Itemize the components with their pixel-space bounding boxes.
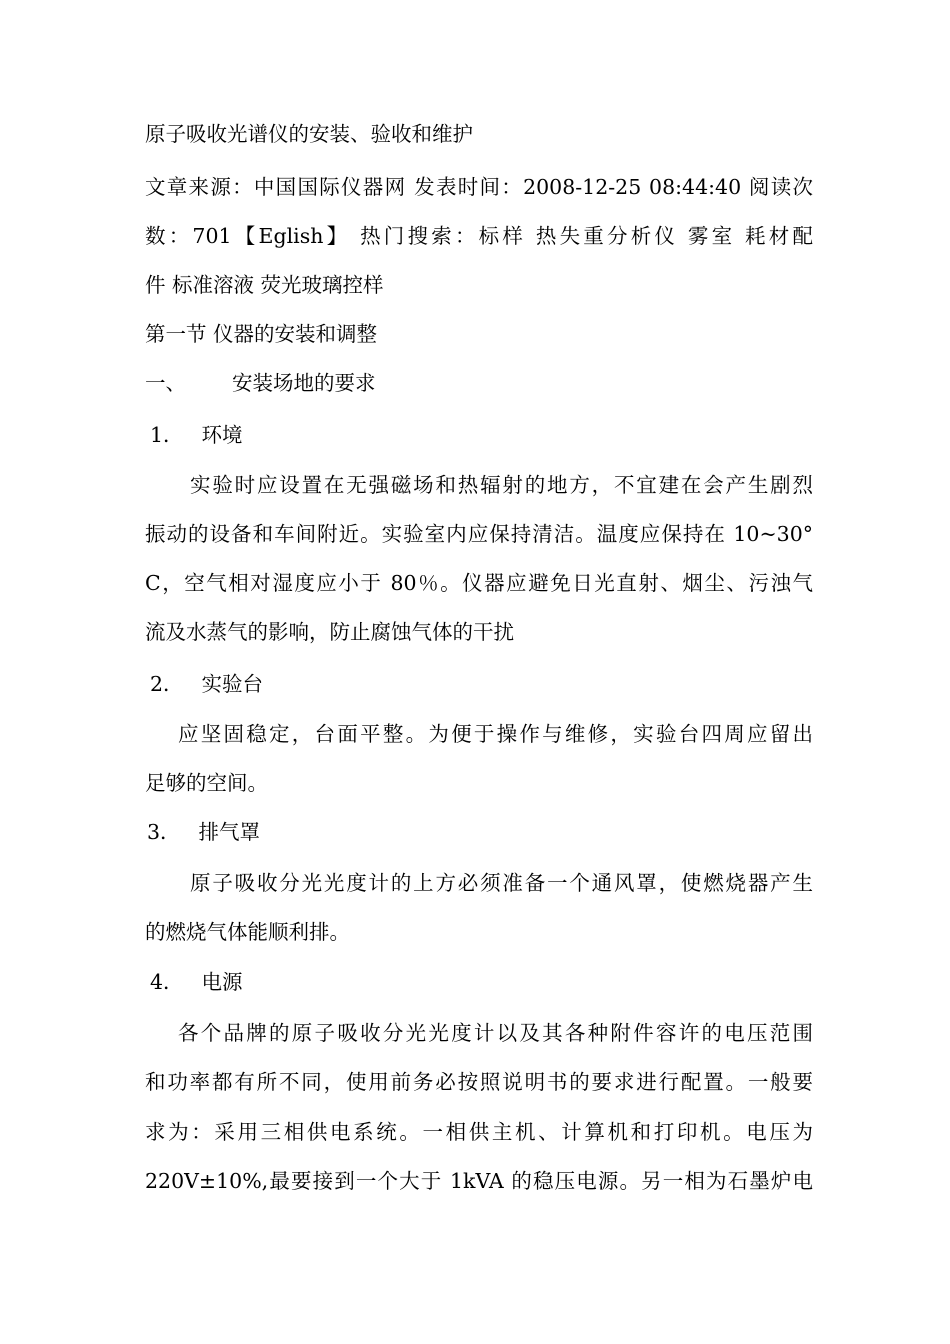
item-number: 2． (150, 672, 184, 696)
paragraph-line: 应坚固稳定，台面平整。为便于操作与维修，实验台四周应留出 (178, 722, 813, 746)
paragraph-line: 流及水蒸气的影响，防止腐蚀气体的干扰 (145, 620, 514, 644)
subsection-number: 一、 (145, 371, 186, 395)
item-heading-power-supply (150, 968, 818, 996)
paragraph-line: 和功率都有所不同，使用前务必按照说明书的要求进行配置。一般要 (145, 1070, 813, 1094)
meta-line-1: 文章来源：中国国际仪器网 发表时间：2008-12-25 08:44:40 阅读次 (145, 175, 813, 199)
item-title: 电源 (201, 970, 243, 994)
subsection-heading (145, 369, 813, 397)
item-number: 1． (150, 423, 184, 447)
item-heading-lab-bench (150, 670, 818, 698)
section-title: 第一节 仪器的安装和调整 (145, 322, 378, 346)
paragraph-line: 足够的空间。 (145, 771, 268, 795)
paragraph-line: 的燃烧气体能顺利排。 (145, 920, 350, 944)
item-number: 3． (147, 820, 181, 844)
item-title: 环境 (201, 423, 243, 447)
item-heading-exhaust-hood (147, 818, 815, 846)
subsection-title: 安装场地的要求 (232, 371, 376, 395)
paragraph-line: 实验时应设置在无强磁场和热辐射的地方，不宜建在会产生剧烈 (190, 473, 813, 497)
paragraph-line: 原子吸收分光光度计的上方必须准备一个通风罩，使燃烧器产生 (190, 871, 813, 895)
doc-title: 原子吸收光谱仪的安装、验收和维护 (145, 122, 473, 146)
item-number: 4． (150, 970, 184, 994)
item-title: 排气罩 (198, 820, 261, 844)
paragraph-line: 220V±10%,最要接到一个大于 1kVA 的稳压电源。另一相为石墨炉电 (145, 1169, 813, 1193)
paragraph-line: 振动的设备和车间附近。实验室内应保持清洁。温度应保持在 10~30° (145, 522, 813, 546)
meta-line-3: 件 标准溶液 荧光玻璃控样 (145, 273, 384, 297)
paragraph-line: 求为：采用三相供电系统。一相供主机、计算机和打印机。电压为 (145, 1120, 813, 1144)
meta-line-2: 数：701【Eglish】 热门搜索：标样 热失重分析仪 雾室 耗材配 (145, 224, 813, 248)
paragraph-line: 各个品牌的原子吸收分光光度计以及其各种附件容许的电压范围 (178, 1021, 813, 1045)
item-title: 实验台 (201, 672, 264, 696)
paragraph-line: C，空气相对湿度应小于 80％。仪器应避免日光直射、烟尘、污浊气 (145, 571, 813, 595)
item-heading-environment (150, 421, 818, 449)
